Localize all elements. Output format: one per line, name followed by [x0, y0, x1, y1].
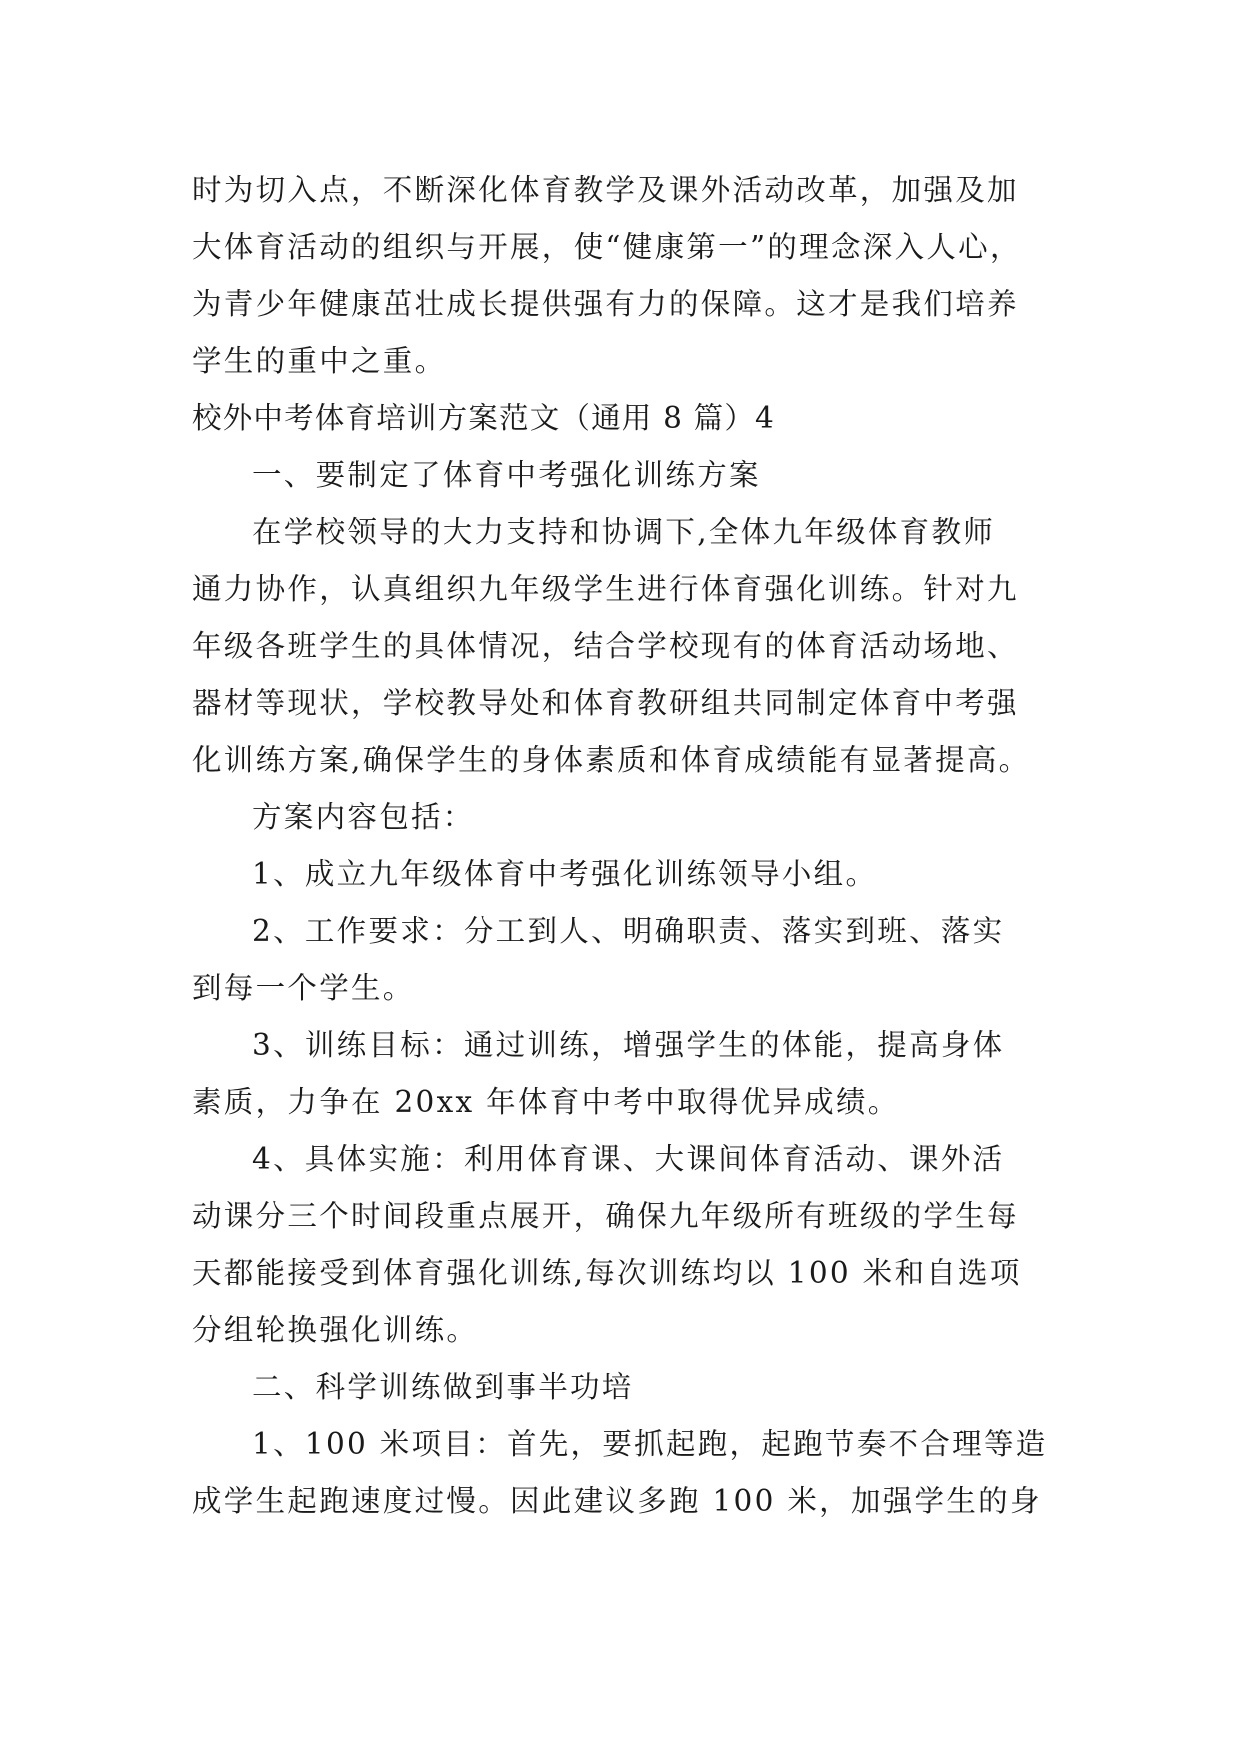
text-line: 到每一个学生。: [192, 971, 415, 1005]
list-item: 1、成立九年级体育中考强化训练领导小组。: [252, 857, 878, 891]
list-item: 2、工作要求：分工到人、明确职责、落实到班、落实: [252, 914, 1005, 948]
paragraph-start: 方案内容包括：: [252, 800, 475, 834]
text-line: 天都能接受到体育强化训练,每次训练均以 100 米和自选项: [192, 1256, 1022, 1290]
text-line: 通力协作，认真组织九年级学生进行体育强化训练。针对九: [192, 572, 1019, 606]
paragraph-start: 在学校领导的大力支持和协调下,全体九年级体育教师: [252, 515, 996, 549]
text-line: 学生的重中之重。: [192, 344, 447, 378]
list-item: 3、训练目标：通过训练，增强学生的体能，提高身体: [252, 1028, 1005, 1062]
subheading: 一、要制定了体育中考强化训练方案: [252, 458, 761, 492]
text-line: 素质，力争在 20xx 年体育中考中取得优异成绩。: [192, 1085, 900, 1119]
text-line: 分组轮换强化训练。: [192, 1313, 479, 1347]
text-line: 成学生起跑速度过慢。因此建议多跑 100 米，加强学生的身: [192, 1484, 1042, 1518]
text-line: 器材等现状，学校教导处和体育教研组共同制定体育中考强: [192, 686, 1019, 720]
text-line: 年级各班学生的具体情况，结合学校现有的体育活动场地、: [192, 629, 1019, 663]
text-line: 动课分三个时间段重点展开，确保九年级所有班级的学生每: [192, 1199, 1019, 1233]
list-item: 1、100 米项目：首先，要抓起跑，起跑节奏不合理等造: [252, 1427, 1048, 1461]
text-line: 时为切入点，不断深化体育教学及课外活动改革，加强及加: [192, 173, 1019, 207]
subheading: 二、科学训练做到事半功培: [252, 1370, 634, 1404]
section-heading: 校外中考体育培训方案范文（通用 8 篇）4: [192, 401, 775, 435]
text-line: 为青少年健康茁壮成长提供强有力的保障。这才是我们培养: [192, 287, 1019, 321]
text-line: 大体育活动的组织与开展，使“健康第一”的理念深入人心，: [192, 230, 1022, 264]
text-line: 化训练方案,确保学生的身体素质和体育成绩能有显著提高。: [192, 743, 1031, 777]
list-item: 4、具体实施：利用体育课、大课间体育活动、课外活: [252, 1142, 1005, 1176]
